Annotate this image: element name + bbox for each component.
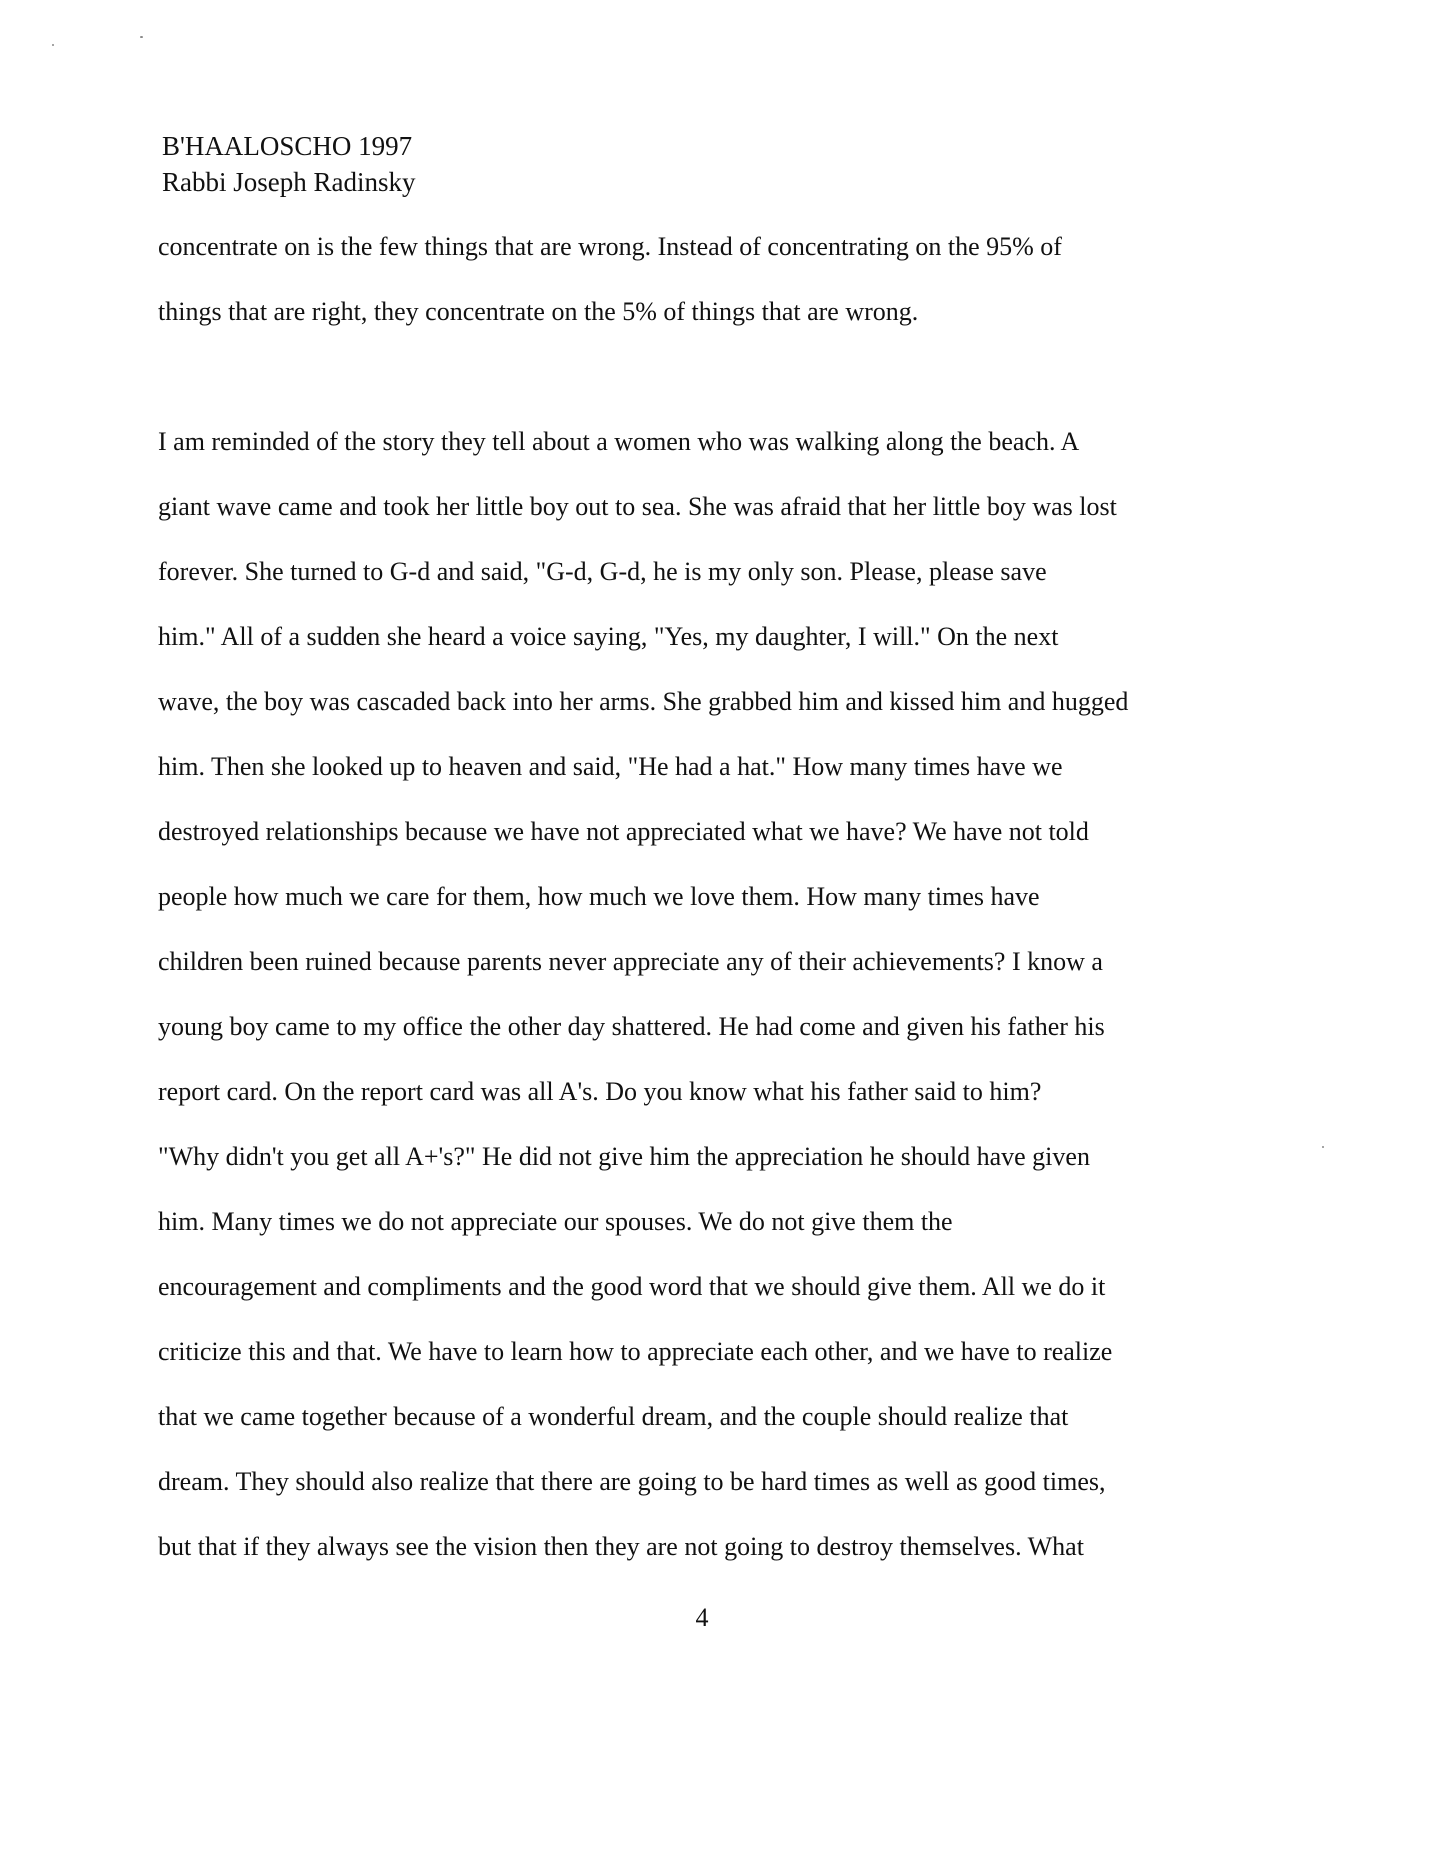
- text-line: that we came together because of a wonderful dream, and the couple should realize that: [158, 1402, 1069, 1431]
- text-line: forever. She turned to G-d and said, "G-d, G-d, he is my only son. Please, please save: [158, 557, 1047, 586]
- text-line: wave, the boy was cascaded back into her arms. She grabbed him and kissed him and hugged: [158, 687, 1129, 716]
- paragraph: [158, 214, 1268, 344]
- text-line: dream. They should also realize that there are going to be hard times as well as good times,: [158, 1467, 1106, 1496]
- document-author: Rabbi Joseph Radinsky: [162, 167, 416, 197]
- scan-speck: [1322, 1146, 1324, 1148]
- text-line: giant wave came and took her little boy out to sea. She was afraid that her little boy was lost: [158, 492, 1117, 521]
- document-title: B'HAALOSCHO 1997: [162, 131, 413, 161]
- scan-speck: [140, 36, 143, 38]
- text-line: him. Then she looked up to heaven and said, "He had a hat." How many times have we: [158, 752, 1063, 781]
- document-header: [162, 128, 416, 200]
- scan-speck: [52, 44, 54, 46]
- text-line: "Why didn't you get all A+'s?" He did not give him the appreciation he should have given: [158, 1142, 1090, 1171]
- text-line: him." All of a sudden she heard a voice saying, "Yes, my daughter, I will." On the next: [158, 622, 1059, 651]
- paragraph: [158, 409, 1268, 1579]
- text-line: children been ruined because parents never appreciate any of their achievements? I know a: [158, 947, 1103, 976]
- text-line: things that are right, they concentrate on the 5% of things that are wrong.: [158, 297, 919, 326]
- text-line: people how much we care for them, how much we love them. How many times have: [158, 882, 1040, 911]
- text-line: I am reminded of the story they tell about a women who was walking along the beach. A: [158, 427, 1080, 456]
- text-line: destroyed relationships because we have not appreciated what we have? We have not told: [158, 817, 1089, 846]
- text-line: concentrate on is the few things that are wrong. Instead of concentrating on the 95% of: [158, 232, 1062, 261]
- text-line: report card. On the report card was all A's. Do you know what his father said to him?: [158, 1077, 1042, 1106]
- text-line: encouragement and compliments and the good word that we should give them. All we do it: [158, 1272, 1106, 1301]
- text-line: criticize this and that. We have to learn how to appreciate each other, and we have to realize: [158, 1337, 1113, 1366]
- page-number: 4: [695, 1603, 709, 1632]
- text-line: young boy came to my office the other day shattered. He had come and given his father his: [158, 1012, 1105, 1041]
- text-line: but that if they always see the vision then they are not going to destroy themselves. What: [158, 1532, 1084, 1561]
- text-line: him. Many times we do not appreciate our spouses. We do not give them the: [158, 1207, 953, 1236]
